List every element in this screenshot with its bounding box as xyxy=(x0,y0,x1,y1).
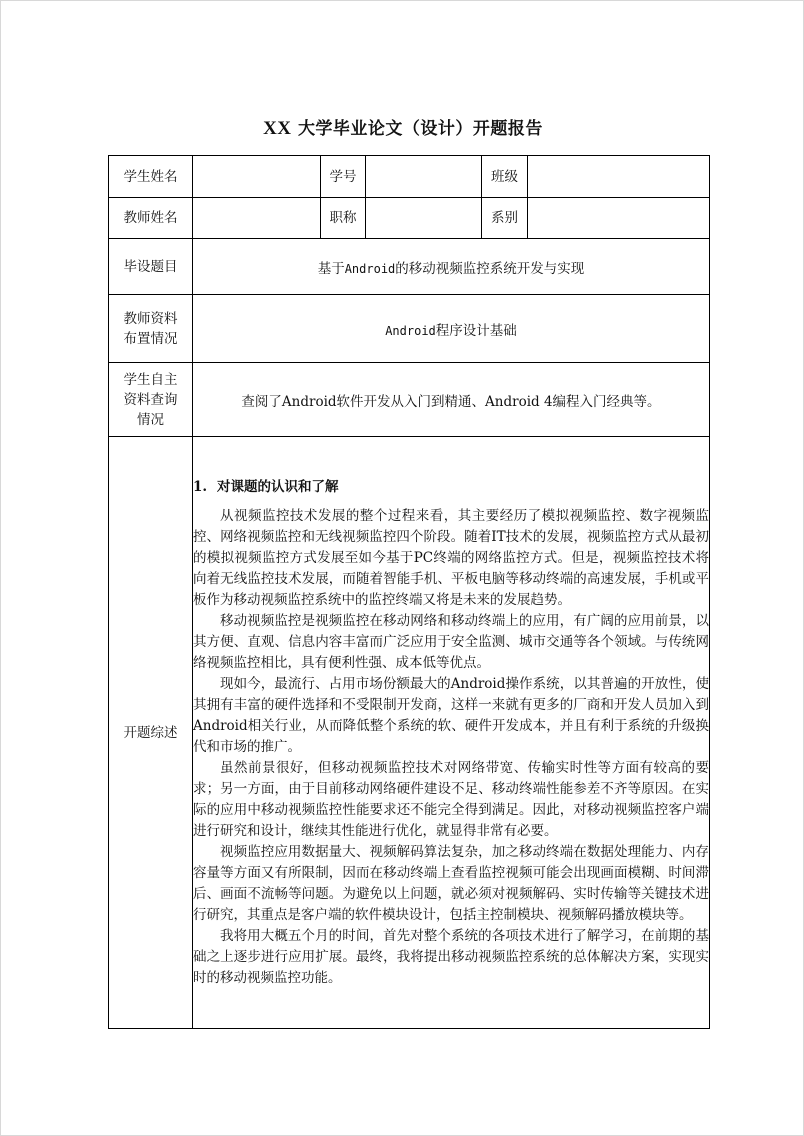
label-line: 布置情况 xyxy=(123,330,178,347)
review-content[interactable] xyxy=(193,437,710,1029)
report-title-text: 大学毕业论文（设计）开题报告 xyxy=(297,119,543,139)
label-line: 学生自主 xyxy=(123,371,178,388)
review-heading-text: 对课题的认识和了解 xyxy=(217,478,339,495)
review-heading-number: 1. xyxy=(193,478,208,495)
label-line: 情况 xyxy=(137,411,164,428)
review-paragraph: 从视频监控技术发展的整个过程来看，其主要经历了模拟视频监控、数字视频监控、网络视频监控和无线视频监控四个阶段。随着IT技术的发展，视频监控方式从最初的模拟视频监控方式发展至如今基于PC终端的网络监控方式。但是，视频监控技术将向着无线监控技术发展，而随着智能手机、平板电脑等移动终端的高速发展，手机或平板作为移动视频监控系统中的监控终端又将是未来的发展趋势。 xyxy=(193,507,709,608)
teacher-name-label: 教师姓名 xyxy=(109,198,193,239)
class-label: 班级 xyxy=(482,156,528,198)
table-row xyxy=(109,198,710,239)
student-materials-label xyxy=(109,363,193,437)
topic-value-part: Android xyxy=(344,261,396,276)
student-name-label: 学生姓名 xyxy=(109,156,193,198)
report-title-prefix: XX xyxy=(263,118,292,139)
student-name-field[interactable] xyxy=(193,156,321,198)
table-row xyxy=(109,363,710,437)
label-line: 资料查询 xyxy=(123,391,178,408)
teacher-materials-value[interactable] xyxy=(193,295,710,363)
review-heading xyxy=(193,477,709,497)
table-row xyxy=(109,295,710,363)
table-row xyxy=(109,437,710,1029)
review-paragraph: 虽然前景很好，但移动视频监控技术对网络带宽、传输实时性等方面有较高的要求；另一方面，由于目前移动网络硬件建设不足、移动终端性能参差不齐等原因。在实际的应用中移动视频监控性能要求还不能完全得到满足。因此，对移动视频监控客户端进行研究和设计，继续其性能进行优化，就显得非常有必要。 xyxy=(193,759,709,839)
report-table xyxy=(108,155,710,1029)
label-line: 教师资料 xyxy=(123,310,178,327)
student-id-label: 学号 xyxy=(321,156,366,198)
topic-value[interactable] xyxy=(193,239,710,295)
teacher-name-field[interactable] xyxy=(193,198,321,239)
teacher-materials-label xyxy=(109,295,193,363)
student-materials-value[interactable]: 查阅了Android软件开发从入门到精通、Android 4编程入门经典等。 xyxy=(193,363,710,437)
teacher-materials-part: 程序设计基础 xyxy=(435,322,517,339)
review-paragraph: 现如今，最流行、占用市场份额最大的Android操作系统，以其普遍的开放性，使其拥有丰富的硬件选择和不受限制开发商，这样一来就有更多的厂商和开发人员加入到Android相关行业，从而降低整个系统的软、硬件开发成本，并且有利于系统的升级换代和市场的推广。 xyxy=(193,675,709,755)
review-paragraph: 移动视频监控是视频监控在移动网络和移动终端上的应用，有广阔的应用前景，以其方便、直观、信息内容丰富而广泛应用于安全监测、城市交通等各个领域。与传统网络视频监控相比，具有便利性强、成本低等优点。 xyxy=(193,612,709,671)
job-title-field[interactable] xyxy=(366,198,482,239)
teacher-materials-part: Android xyxy=(385,323,436,338)
topic-label: 毕设题目 xyxy=(109,239,193,295)
review-paragraph: 我将用大概五个月的时间，首先对整个系统的各项技术进行了解学习，在前期的基础之上逐步进行应用扩展。最终，我将提出移动视频监控系统的总体解决方案，实现实时的移动视频监控功能。 xyxy=(193,927,709,986)
review-paragraph: 视频监控应用数据量大、视频解码算法复杂，加之移动终端在数据处理能力、内存容量等方面又有所限制，因而在移动终端上查看监控视频可能会出现画面模糊、时间滞后、画面不流畅等问题。为避免以上问题，就必须对视频解码、实时传输等关键技术进行研究，其重点是客户端的软件模块设计，包括主控制模块、视频解码播放模块等。 xyxy=(193,843,709,923)
class-field[interactable] xyxy=(528,156,710,198)
review-label: 开题综述 xyxy=(109,437,193,1029)
table-row xyxy=(109,156,710,198)
report-title xyxy=(1,114,804,140)
student-id-field[interactable] xyxy=(366,156,482,198)
job-title-label: 职称 xyxy=(321,198,366,239)
topic-value-part: 基于 xyxy=(317,260,345,277)
department-field[interactable] xyxy=(528,198,710,239)
table-row xyxy=(109,239,710,295)
topic-value-part: 的移动视频监控系统开发与实现 xyxy=(395,260,585,277)
department-label: 系别 xyxy=(482,198,528,239)
